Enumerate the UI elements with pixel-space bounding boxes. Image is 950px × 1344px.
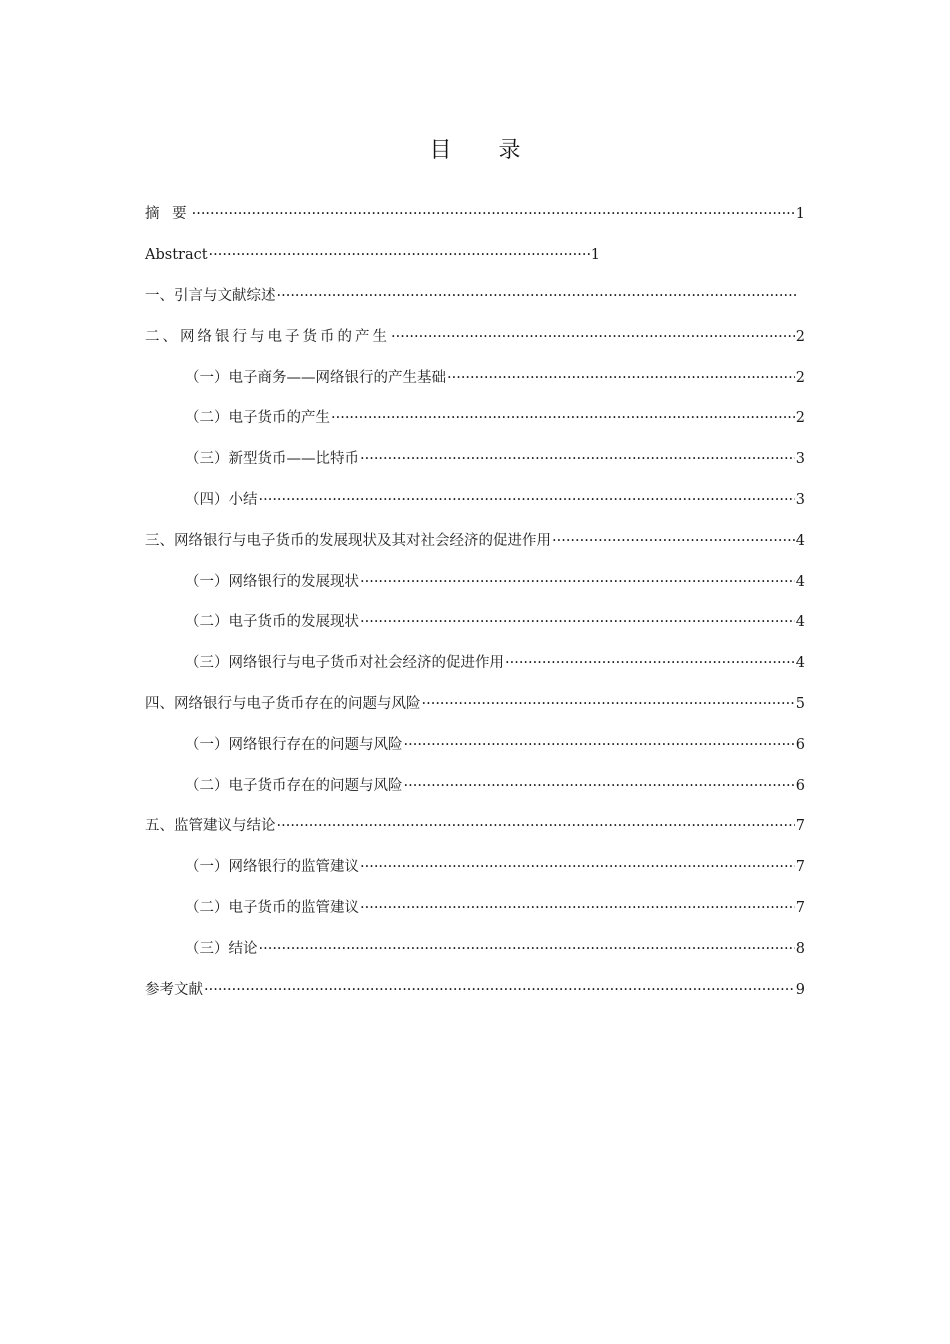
toc-dot-leader — [447, 368, 795, 388]
toc-entry-label: 一、引言与文献综述 — [145, 287, 276, 304]
toc-dot-leader — [360, 612, 795, 632]
toc-entry-label: （三）结论 — [185, 940, 258, 957]
toc-entry[interactable] — [145, 276, 805, 317]
toc-entry-label: Abstract — [145, 247, 208, 264]
toc-entry-label: （二）电子货币的产生 — [185, 410, 330, 427]
toc-dot-leader — [391, 327, 795, 347]
toc-entry-page: 7 — [795, 899, 805, 916]
toc-entry-page: 2 — [795, 328, 805, 345]
toc-dot-leader — [422, 694, 795, 714]
toc-entry[interactable] — [145, 847, 805, 888]
toc-title: 目 录 — [429, 138, 541, 163]
toc-entry[interactable] — [145, 684, 805, 725]
toc-dot-leader — [360, 449, 795, 469]
toc-entry-label: （一）电子商务——网络银行的产生基础 — [185, 369, 446, 386]
toc-entry-label: （二）电子货币存在的问题与风险 — [185, 777, 403, 794]
toc-entry-label: （一）网络银行的发展现状 — [185, 573, 359, 590]
toc-entry-label: 四、网络银行与电子货币存在的问题与风险 — [145, 695, 421, 712]
toc-entry-label: （四）小结 — [185, 491, 258, 508]
toc-entry[interactable] — [145, 480, 805, 521]
toc-dot-leader — [209, 245, 590, 265]
toc-entry[interactable] — [145, 235, 600, 276]
toc-dot-leader — [360, 898, 795, 918]
toc-entry-label: （二）电子货币的发展现状 — [185, 614, 359, 631]
toc-entry-page: 2 — [795, 369, 805, 386]
toc-dot-leader — [192, 204, 795, 224]
toc-entry[interactable] — [145, 928, 805, 969]
toc-entry-label: 二、网络银行与电子货币的产生 — [145, 328, 390, 345]
toc-dot-leader — [204, 980, 795, 1000]
toc-entry[interactable] — [145, 969, 805, 1010]
toc-entry-label: 参考文献 — [145, 981, 203, 998]
toc-dot-leader — [259, 490, 795, 510]
toc-entry-label: （一）网络银行存在的问题与风险 — [185, 736, 403, 753]
toc-entry[interactable] — [145, 398, 805, 439]
toc-entry-page: 7 — [795, 818, 805, 835]
toc-entry[interactable] — [145, 316, 805, 357]
toc-dot-leader — [331, 408, 795, 428]
toc-entry[interactable] — [145, 520, 805, 561]
toc-dot-leader — [404, 735, 795, 755]
toc-entry[interactable] — [145, 643, 805, 684]
toc-dot-leader — [360, 857, 795, 877]
toc-entry[interactable] — [145, 724, 805, 765]
toc-entry[interactable] — [145, 806, 805, 847]
toc-entry-page: 6 — [795, 736, 805, 753]
toc-entry-page: 4 — [795, 614, 805, 631]
toc-entry-page: 8 — [795, 940, 805, 957]
toc-entry[interactable] — [145, 357, 805, 398]
toc-entry-page: 1 — [590, 247, 600, 264]
toc-entry-page: 4 — [795, 573, 805, 590]
toc-entry-page: 6 — [795, 777, 805, 794]
toc-entry-page: 5 — [795, 695, 805, 712]
table-of-contents — [145, 194, 805, 1010]
toc-entry[interactable] — [145, 439, 805, 480]
toc-dot-leader — [404, 776, 795, 796]
toc-entry[interactable] — [145, 602, 805, 643]
toc-dot-leader — [552, 531, 795, 551]
toc-entry-page: 3 — [795, 491, 805, 508]
toc-entry-label: 五、监管建议与结论 — [145, 818, 276, 835]
toc-dot-leader — [505, 653, 795, 673]
toc-entry[interactable] — [145, 888, 805, 929]
toc-dot-leader — [277, 816, 795, 836]
toc-entry-label: 摘 要 — [145, 206, 191, 223]
toc-dot-leader — [277, 286, 797, 306]
toc-entry-page: 9 — [795, 981, 805, 998]
toc-entry[interactable] — [145, 194, 805, 235]
toc-entry-label: （三）新型货币——比特币 — [185, 451, 359, 468]
toc-entry-label: 三、网络银行与电子货币的发展现状及其对社会经济的促进作用 — [145, 532, 551, 549]
toc-entry-label: （三）网络银行与电子货币对社会经济的促进作用 — [185, 655, 504, 672]
toc-entry-page: 1 — [795, 206, 805, 223]
toc-dot-leader — [259, 939, 795, 959]
toc-entry-page: 4 — [795, 532, 805, 549]
toc-entry[interactable] — [145, 561, 805, 602]
toc-entry[interactable] — [145, 765, 805, 806]
toc-entry-label: （一）网络银行的监管建议 — [185, 859, 359, 876]
toc-dot-leader — [360, 572, 795, 592]
toc-entry-page: 7 — [795, 859, 805, 876]
toc-entry-page: 4 — [795, 655, 805, 672]
toc-entry-label: （二）电子货币的监管建议 — [185, 899, 359, 916]
toc-entry-page: 3 — [795, 451, 805, 468]
toc-entry-page: 2 — [795, 410, 805, 427]
